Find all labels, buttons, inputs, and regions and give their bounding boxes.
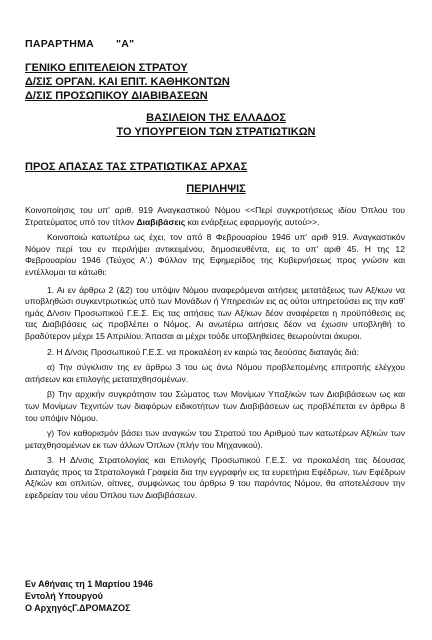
paragraph-2b: β) Την αρχικήν συγκρότησιν του Σώματος των Μονίμων Υπαξ/κών των Διαβιβάσεων ως και των Μονίμων Τεχνιτών των διαφόρων ειδικοτήτων των Διαβιβάσεων ως προβλέπεται εν άρθρω 8 του υπόψιν Νόμου. xyxy=(25,389,405,423)
org-line-1: ΓΕΝΙΚΟ ΕΠΙΤΕΛΕΙΟΝ ΣΤΡΑΤΟΥ xyxy=(25,62,188,74)
annex-heading xyxy=(25,38,134,50)
kingdom-heading xyxy=(0,111,432,139)
paragraph-2a: α) Την σύγκλισιν της εν άρθρω 3 του ως άνω Νόμου προβλεπομένης επιτροπής ελέγχου αιτήσεων και επιλογής μεταταχθησομένων. xyxy=(25,362,405,384)
org-line-2: Δ/ΣΙΣ ΟΡΓΑΝ. ΚΑΙ ΕΠΙΤ. ΚΑΘΗΚΟΝΤΩΝ xyxy=(25,76,230,88)
recipient-line: ΠΡΟΣ ΑΠΑΣΑΣ ΤΑΣ ΣΤΡΑΤΙΩΤΙΚΑΣ ΑΡΧΑΣ xyxy=(25,161,248,173)
annex-label: ΠΑΡΑΡΤΗΜΑ xyxy=(25,38,95,50)
summary-title: ΠΕΡΙΛΗΨΙΣ xyxy=(186,183,246,195)
notification-paragraph: Κοινοποίησις του υπ' αριθ. 919 Αναγκαστικού Νόμου <<Περί συγκροτήσεως ιδίου Όπλου του Στρατεύματος υπό τον τίτλον Διαβιβάσεις και ενάρξεως εφαρμογής αυτού>>. xyxy=(25,205,405,227)
document-body xyxy=(25,205,405,506)
annex-letter: "Α" xyxy=(116,38,135,50)
organization-block xyxy=(25,61,230,103)
paragraph-2c: γ) Τον καθορισμόν βάσει των αναγκών του Στρατού του Αριθμού των κατωτέρων Αξ/κών των μεταχθησομένων εκ των άλλων Όπλων (πλήν του Μηχανικού). xyxy=(25,428,405,450)
signature-name: Ο ΑρχηγόςΓ.ΔΡΟΜΑΖΟΣ xyxy=(25,603,131,613)
notification-bold-term: Διαβιβάσεις xyxy=(136,216,186,227)
signature-block xyxy=(25,578,153,614)
paragraph-1: 1. Αι εν άρθρω 2 (&2) του υπόψιν Νόμου αναφερόμεναι αιτήσεις μετατάξεως των Αξ/κων να υποβληθώσι συγκεντρωτικώς υπό των Μονάδων ή Υπηρεσιών εις ας ούτοι υπηρετούσει εις την καθ' ημάς Δ/νσιν Προσωπικού Γ.Ε.Σ. Εις τας αιτήσεις των Αξ/κων δέον αναφέρεται η προϋπόθεσις εις τας Διαβιβάσεις ως προβλέπει ο Νόμος. Αι ανωτέρω αιτήσεις δέον να έχωσιν υποβληθή το βραδύτερον μέχρι 15 Απριλίου. Άπασαι αι μέχρι τούδε υποβληθείσες θεωρούνται άκυροι. xyxy=(25,284,405,341)
kingdom-line-1: ΒΑΣΙΛΕΙΟΝ ΤΗΣ ΕΛΛΑΔΟΣ xyxy=(146,112,286,124)
signature-authority: Εντολή Υπουργού xyxy=(25,591,103,601)
org-line-3: Δ/ΣΙΣ ΠΡΟΣΩΠΙΚΟΥ ΔΙΑΒΙΒΑΣΕΩΝ xyxy=(25,90,208,102)
intro-paragraph: Κοινοποιώ κατωτέρω ως έχει, τον από 8 Φεβρουαρίου 1946 υπ' αριθ 919. Αναγκαστικόν Νόμον περί του εν περιλήψει αντικειμένου, δημοσιευθέντα, εις το υπ' αριθ 45. Η της 12 Φεβρουαρίου 1946 (Τεύχος Α'.) Φύλλον της Εφημερίδος της Κυβερνήσεως προς γνώσιν και εντέλλομαι τα κάτωθι: xyxy=(25,232,405,277)
paragraph-2: 2. Η Δ/νσις Προσωπικού Γ.Ε.Σ. να προκαλέση εν καιρώ τας δεούσας διαταγάς διά: xyxy=(47,346,359,357)
signature-date: Εν Αθήναις τη 1 Μαρτίου 1946 xyxy=(25,579,153,589)
paragraph-3: 3. Η Δ/νσις Στρατολογίας και Επιλογής Προσωπικού Γ.Ε.Σ. να προκαλέση τας δέουσας Διαταγάς προς τα Στρατολογικά Γραφεία δια την εγγραφήν εις τα ευρετήρια Εφέδρων, των Εφέδρων Αξ/κών και οπλιτών, οίτινες, συμφώνως του άρθρω 9 του παρόντος Νόμου, θα αποτελέσουν την εφεδρείαν του νέου Όπλου των Διαβιβάσεων. xyxy=(25,455,405,501)
kingdom-line-2: ΤΟ ΥΠΟΥΡΓΕΙΟΝ ΤΩΝ ΣΤΡΑΤΙΩΤΙΚΩΝ xyxy=(116,126,316,138)
